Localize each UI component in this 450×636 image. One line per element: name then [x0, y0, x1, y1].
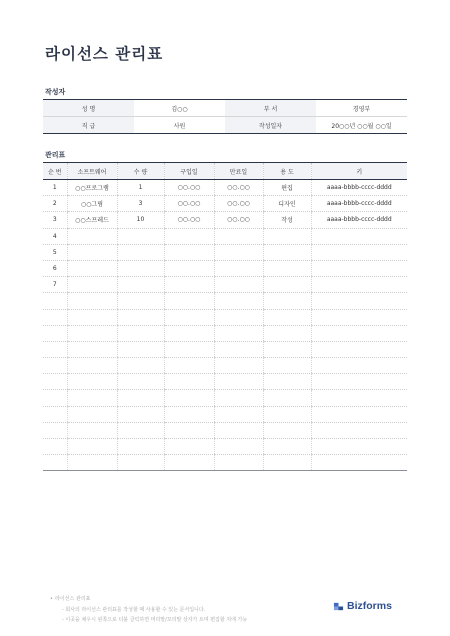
table-cell[interactable] [214, 422, 263, 438]
table-cell[interactable] [117, 244, 164, 260]
footer-note [50, 594, 247, 626]
bizforms-logo-icon [333, 601, 344, 612]
table-row [43, 341, 407, 357]
table-cell[interactable] [311, 309, 407, 325]
table-cell[interactable] [117, 374, 164, 390]
table-cell[interactable] [67, 277, 117, 293]
author-row [43, 100, 407, 117]
table-cell[interactable] [164, 244, 214, 260]
table-cell[interactable] [67, 455, 117, 471]
table-cell[interactable] [311, 244, 407, 260]
table-cell[interactable] [67, 439, 117, 455]
table-cell[interactable] [263, 260, 311, 276]
table-cell[interactable] [214, 390, 263, 406]
author-section-label: 작성자 [45, 88, 66, 96]
table-cell[interactable] [214, 439, 263, 455]
table-cell[interactable] [67, 341, 117, 357]
table-cell[interactable] [263, 325, 311, 341]
table-cell[interactable]: 2 [43, 196, 67, 212]
table-cell[interactable] [214, 406, 263, 422]
table-cell[interactable] [214, 358, 263, 374]
table-cell[interactable] [117, 228, 164, 244]
table-cell[interactable] [263, 455, 311, 471]
table-cell[interactable] [67, 260, 117, 276]
table-cell[interactable] [164, 341, 214, 357]
table-cell[interactable] [164, 325, 214, 341]
table-cell[interactable]: aaaa-bbbb-cccc-dddd [311, 212, 407, 228]
author-label: 성 명 [43, 100, 134, 117]
table-cell[interactable] [67, 390, 117, 406]
table-cell[interactable] [164, 358, 214, 374]
table-cell[interactable] [67, 293, 117, 309]
table-cell[interactable] [311, 341, 407, 357]
table-row [43, 374, 407, 390]
table-cell[interactable] [117, 325, 164, 341]
column-header: 용 도 [263, 163, 311, 180]
table-cell[interactable] [214, 260, 263, 276]
table-cell[interactable] [311, 406, 407, 422]
table-row [43, 228, 407, 244]
table-cell[interactable] [67, 422, 117, 438]
table-row [43, 455, 407, 471]
table-cell[interactable] [263, 374, 311, 390]
table-cell[interactable]: 3 [43, 212, 67, 228]
table-cell[interactable]: 3 [117, 196, 164, 212]
table-cell[interactable]: 1 [43, 180, 67, 196]
license-section-label: 관리표 [45, 151, 66, 159]
footer-heading: 라이선스 관리표 [55, 596, 91, 602]
author-table [43, 99, 407, 134]
table-cell[interactable] [164, 374, 214, 390]
table-cell[interactable] [214, 325, 263, 341]
table-cell[interactable] [214, 309, 263, 325]
table-cell[interactable] [214, 455, 263, 471]
table-cell[interactable] [43, 341, 67, 357]
table-cell[interactable] [263, 390, 311, 406]
table-cell[interactable] [263, 277, 311, 293]
table-row [43, 325, 407, 341]
table-cell[interactable]: 4 [43, 228, 67, 244]
author-value[interactable]: 김○○ [134, 100, 225, 117]
table-cell[interactable] [263, 358, 311, 374]
table-cell[interactable] [263, 309, 311, 325]
table-cell[interactable] [164, 228, 214, 244]
table-cell[interactable] [117, 260, 164, 276]
table-row [43, 244, 407, 260]
table-row [43, 422, 407, 438]
table-cell[interactable] [43, 422, 67, 438]
license-table-header [43, 163, 407, 180]
table-cell[interactable] [214, 277, 263, 293]
author-value[interactable]: 사원 [134, 117, 225, 134]
brand-logo [333, 600, 392, 612]
table-cell[interactable] [263, 228, 311, 244]
footer-line: - 이곳을 채우시 왼쪽으로 더블 클릭하면 머리말/꼬리말 상자가 트며 편집할 처에 가능 [62, 617, 248, 623]
table-cell[interactable]: ○○.○○ [164, 212, 214, 228]
table-cell[interactable] [117, 422, 164, 438]
table-cell[interactable]: ○○프로그램 [67, 180, 117, 196]
table-cell[interactable] [311, 358, 407, 374]
table-row [43, 358, 407, 374]
column-header: 수 량 [117, 163, 164, 180]
table-cell[interactable] [117, 439, 164, 455]
table-cell[interactable] [164, 309, 214, 325]
table-cell[interactable] [43, 390, 67, 406]
table-cell[interactable] [164, 293, 214, 309]
table-row [43, 260, 407, 276]
table-cell[interactable] [263, 293, 311, 309]
table-cell[interactable] [164, 455, 214, 471]
table-cell[interactable] [164, 390, 214, 406]
table-row [43, 293, 407, 309]
table-cell[interactable]: ○○스프레드 [67, 212, 117, 228]
table-cell[interactable] [164, 422, 214, 438]
table-row [43, 212, 407, 228]
author-row [43, 117, 407, 134]
table-cell[interactable]: 6 [43, 260, 67, 276]
table-cell[interactable] [214, 228, 263, 244]
table-cell[interactable] [67, 325, 117, 341]
author-label: 직 급 [43, 117, 134, 134]
column-header: 순 번 [43, 163, 67, 180]
table-cell[interactable] [43, 439, 67, 455]
table-cell[interactable] [67, 358, 117, 374]
table-cell[interactable] [117, 341, 164, 357]
table-row [43, 277, 407, 293]
table-row [43, 196, 407, 212]
table-cell[interactable] [263, 406, 311, 422]
table-cell[interactable] [311, 390, 407, 406]
table-cell[interactable]: 디자인 [263, 196, 311, 212]
table-cell[interactable] [263, 439, 311, 455]
table-cell[interactable] [214, 374, 263, 390]
column-header: 소프트웨어 [67, 163, 117, 180]
table-cell[interactable]: ○○.○○ [164, 196, 214, 212]
table-cell[interactable] [263, 341, 311, 357]
license-table [43, 162, 407, 471]
table-cell[interactable] [311, 325, 407, 341]
table-cell[interactable] [43, 325, 67, 341]
table-cell[interactable] [67, 406, 117, 422]
table-cell[interactable]: ○○.○○ [214, 212, 263, 228]
table-row [43, 180, 407, 196]
table-row [43, 390, 407, 406]
table-cell[interactable] [43, 406, 67, 422]
author-value[interactable]: 20○○년 ○○월 ○○일 [316, 117, 407, 134]
table-cell[interactable] [164, 439, 214, 455]
column-header: 키 [311, 163, 407, 180]
column-header: 만료일 [214, 163, 263, 180]
author-label: 부 서 [225, 100, 316, 117]
table-cell[interactable] [311, 439, 407, 455]
table-cell[interactable]: 작성 [263, 212, 311, 228]
table-cell[interactable] [67, 309, 117, 325]
table-cell[interactable] [67, 244, 117, 260]
table-cell[interactable] [214, 244, 263, 260]
table-cell[interactable] [43, 293, 67, 309]
table-cell[interactable] [214, 293, 263, 309]
page-title: 라이선스 관리표 [45, 45, 164, 63]
table-cell[interactable]: 편집 [263, 180, 311, 196]
table-cell[interactable] [311, 374, 407, 390]
table-cell[interactable] [164, 277, 214, 293]
table-cell[interactable] [43, 455, 67, 471]
table-cell[interactable] [311, 260, 407, 276]
table-row [43, 406, 407, 422]
table-cell[interactable]: ○○.○○ [214, 180, 263, 196]
footer-line: - 회사의 라이선스 관리표를 작성할 때 사용할 수 있는 문서입니다. [62, 606, 206, 613]
table-cell[interactable] [117, 390, 164, 406]
table-cell[interactable] [164, 406, 214, 422]
table-cell[interactable] [263, 244, 311, 260]
table-cell[interactable] [214, 341, 263, 357]
table-cell[interactable]: 7 [43, 277, 67, 293]
table-cell[interactable] [67, 374, 117, 390]
table-cell[interactable] [311, 228, 407, 244]
table-row [43, 439, 407, 455]
table-row [43, 309, 407, 325]
table-cell[interactable] [311, 293, 407, 309]
table-cell[interactable]: ○○그림 [67, 196, 117, 212]
table-cell[interactable] [117, 455, 164, 471]
table-cell[interactable] [43, 374, 67, 390]
table-cell[interactable] [117, 309, 164, 325]
table-cell[interactable] [117, 277, 164, 293]
table-cell[interactable]: ○○.○○ [214, 196, 263, 212]
table-cell[interactable] [311, 422, 407, 438]
table-cell[interactable] [117, 358, 164, 374]
table-cell[interactable] [67, 228, 117, 244]
table-cell[interactable]: 5 [43, 244, 67, 260]
table-cell[interactable]: aaaa-bbbb-cccc-dddd [311, 196, 407, 212]
table-cell[interactable] [43, 358, 67, 374]
table-cell[interactable] [43, 309, 67, 325]
table-cell[interactable]: 10 [117, 212, 164, 228]
table-cell[interactable] [263, 422, 311, 438]
table-cell[interactable] [311, 277, 407, 293]
author-label: 작성일자 [225, 117, 316, 134]
column-header: 구입일 [164, 163, 214, 180]
table-cell[interactable] [117, 293, 164, 309]
brand-name: Bizforms [347, 600, 392, 612]
table-cell[interactable]: 1 [117, 180, 164, 196]
table-cell[interactable]: aaaa-bbbb-cccc-dddd [311, 180, 407, 196]
table-cell[interactable] [164, 260, 214, 276]
table-cell[interactable] [311, 455, 407, 471]
table-cell[interactable]: ○○.○○ [164, 180, 214, 196]
table-cell[interactable] [117, 406, 164, 422]
author-value[interactable]: 경영부 [316, 100, 407, 117]
bullet-icon: • [50, 596, 53, 602]
